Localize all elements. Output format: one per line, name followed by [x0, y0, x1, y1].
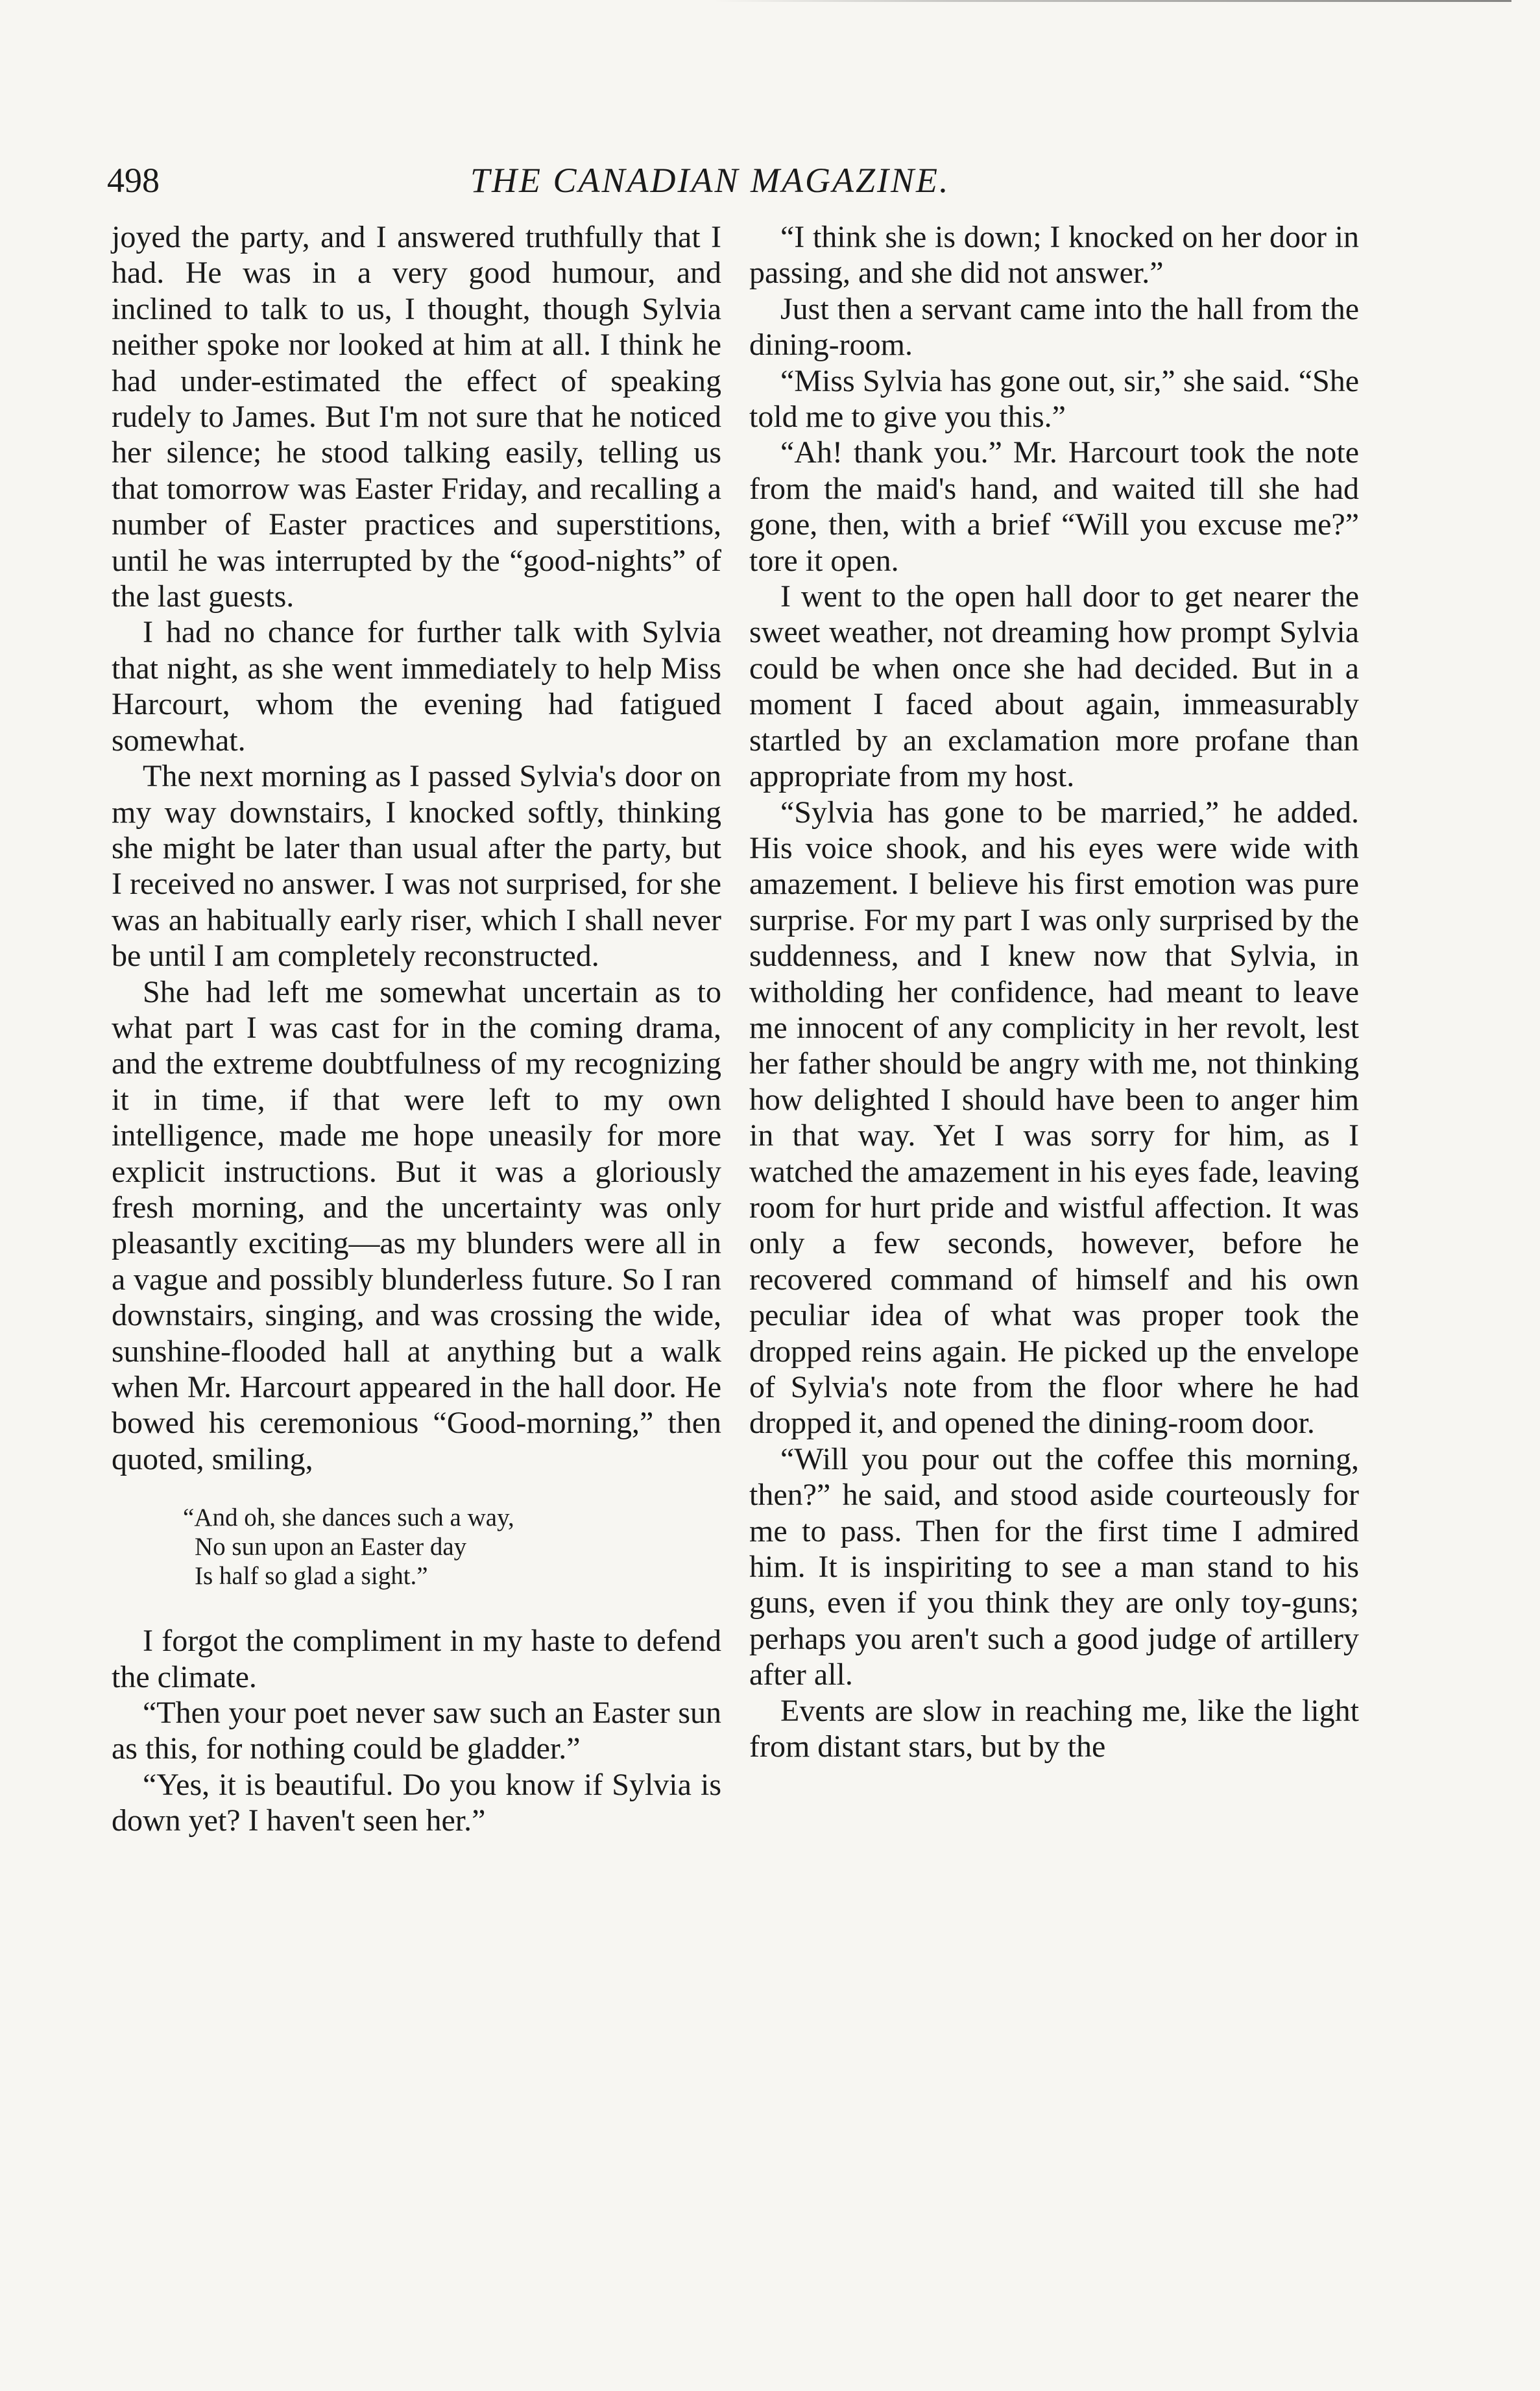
paragraph: “Ah! thank you.” Mr. Harcourt took the note from the maid's hand, and waited till she had gone, then, with a brief “Will you excuse me?” tore it open. — [749, 435, 1359, 578]
paragraph: I forgot the compliment in my haste to defend the climate. — [112, 1624, 721, 1694]
scan-speck — [1486, 2316, 1492, 2342]
paragraph: “Then your poet never saw such an Easter sun as this, for nothing could be gladder.” — [112, 1696, 721, 1766]
top-edge-rule — [714, 0, 1511, 2]
paragraph: She had left me somewhat uncertain as to what part I was cast for in the coming drama, and the extreme doubtfulness of my recognizing it in time, if that were left to my own intelligence, made me hope uneasily for more explicit instructions. But it was a gloriously fresh morning, and the uncertainty was only pleasantly exciting—as my blunders were all in a vague and possibly blunderless future. So I ran downstairs, singing, and was crossing the wide, sunshine-flooded hall at anything but a walk when Mr. Harcourt appeared in the hall door. He bowed his ceremonious “Good-morning,” then quoted, smiling, — [112, 974, 721, 1476]
verse-line: Is half so glad a sight.” — [195, 1562, 428, 1591]
paragraph: “Yes, it is beautiful. Do you know if Sylvia is down yet? I haven't seen her.” — [112, 1767, 721, 1838]
paragraph: “I think she is down; I knocked on her door in passing, and she did not answer.” — [749, 220, 1359, 291]
paragraph: joyed the party, and I answered truthfully that I had. He was in a very good humour, and inclined to talk to us, I thought, though Sylvia neither spoke nor looked at him at all. I think he had under-estimated the effect of speaking rudely to James. But I'm not sure that he noticed her silence; he stood talking easily, telling us that tomorrow was Easter Friday, and recalling a number of Easter practices and superstitions, until he was interrupted by the “good-nights” of the last guests. — [112, 220, 721, 614]
verse-quotation — [183, 1503, 721, 1591]
page-header — [107, 154, 1359, 206]
paragraph: Just then a servant came into the hall from the dining-room. — [749, 291, 1359, 363]
page-number: 498 — [107, 161, 160, 200]
paragraph: Events are slow in reaching me, like the light from distant stars, but by the — [749, 1693, 1359, 1764]
paragraph: The next morning as I passed Sylvia's door on my way downstairs, I knocked softly, thinking she might be later than usual after the party, but I received no answer. I was not surprised, for she was an habitually early riser, which I shall never be until I am completely reconstructed. — [112, 759, 721, 974]
paragraph: “Sylvia has gone to be married,” he added. His voice shook, and his eyes were wide with amazement. I believe his first emotion was pure surprise. For my part I was only surprised by the suddenness, and I knew now that Sylvia, in witholding her confidence, had meant to leave me innocent of any complicity in her revolt, lest her father should be angry with me, not thinking how delighted I should have been to anger him in that way. Yet I was sorry for him, as I watched the amazement in his eyes fade, leaving room for hurt pride and wistful affection. It was only a few seconds, however, before he recovered command of himself and his own peculiar idea of what was proper took the dropped reins again. He picked up the envelope of Sylvia's note from the floor where he had dropped it, and opened the dining-room door. — [749, 795, 1359, 1441]
paragraph: I went to the open hall door to get nearer the sweet weather, not dreaming how prompt Sylvia could be when once she had decided. But in a moment I faced about again, immeasurably startled by an exclamation more profane than appropriate from my host. — [749, 579, 1359, 794]
paragraph: I had no chance for further talk with Sylvia that night, as she went immediately to help Miss Harcourt, whom the evening had fatigued somewhat. — [112, 615, 721, 758]
left-column — [112, 219, 721, 1839]
paragraph: “Miss Sylvia has gone out, sir,” she said. “She told me to give you this.” — [749, 363, 1359, 435]
verse-line: No sun upon an Easter day — [195, 1533, 467, 1561]
running-title: THE CANADIAN MAGAZINE. — [470, 161, 950, 200]
paragraph: “Will you pour out the coffee this morning, then?” he said, and stood aside courteously for me to pass. Then for the first time I admired him. It is inspiriting to see a man stand to his guns, even if you think they are only toy-guns; perhaps you aren't such a good judge of artillery after all. — [749, 1441, 1359, 1692]
verse-line: “And oh, she dances such a way, — [183, 1504, 514, 1532]
right-column — [749, 219, 1359, 1764]
